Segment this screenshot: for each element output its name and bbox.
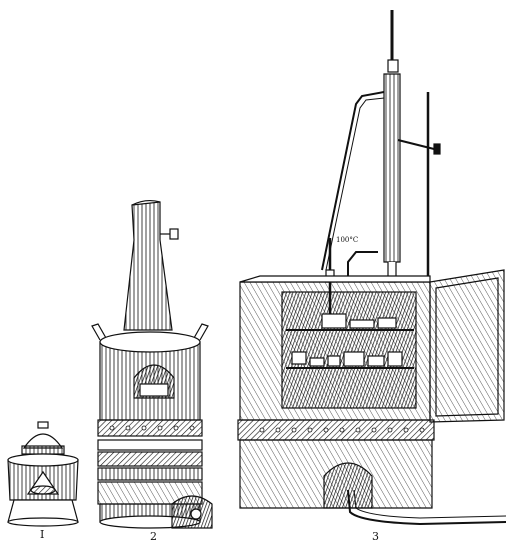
small-heater-figure-1 — [8, 422, 78, 526]
figure-label-2: 2 — [150, 530, 157, 543]
thermometer-label: 100°C — [336, 236, 359, 244]
figure-label-1: I — [40, 528, 45, 541]
drying-oven-figure-3 — [238, 10, 506, 524]
chimney-furnace-figure-2 — [92, 201, 212, 528]
figure-label-3: 3 — [372, 530, 379, 543]
